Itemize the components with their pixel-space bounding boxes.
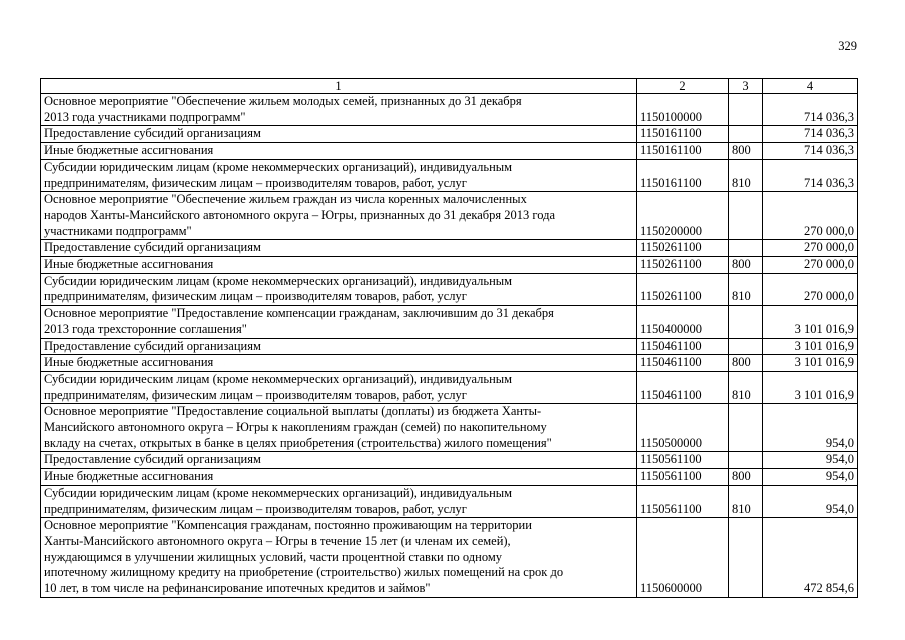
row-vr-cell [729,240,763,257]
table-row [41,452,858,469]
row-vr-cell: 800 [729,257,763,274]
table-row [41,355,858,372]
row-sum-cell: 3 101 016,9 [763,338,858,355]
header-col-4: 4 [763,79,858,94]
row-name-cell: Субсидии юридическим лицам (кроме некоммерческих организаций), индивидуальным предпринимателям, физическим лицам – производителям товаров, работ, услуг [41,485,637,517]
table-row [41,485,858,517]
table-row [41,273,858,305]
row-csr-cell: 1150261100 [637,240,729,257]
row-csr-cell: 1150161100 [637,143,729,160]
table-row [41,404,858,452]
row-name-cell: Предоставление субсидий организациям [41,452,637,469]
row-vr-cell: 810 [729,273,763,305]
row-csr-cell: 1150600000 [637,518,729,598]
row-vr-cell [729,518,763,598]
row-vr-cell: 800 [729,143,763,160]
row-csr-cell: 1150561100 [637,485,729,517]
row-sum-cell: 270 000,0 [763,240,858,257]
row-csr-cell: 1150461100 [637,371,729,403]
row-vr-cell: 810 [729,485,763,517]
row-vr-cell [729,338,763,355]
row-vr-cell: 810 [729,371,763,403]
table-header-row [41,79,858,94]
header-col-2: 2 [637,79,729,94]
row-csr-cell: 1150461100 [637,338,729,355]
row-sum-cell: 3 101 016,9 [763,306,858,338]
table-row [41,240,858,257]
row-name-cell: Основное мероприятие "Предоставление социальной выплаты (доплаты) из бюджета Ханты- Мансийского автономного округа – Югры к накоплениям граждан (семей) по накопительному вкладу на счетах, открытых в банке в целях приобретения (строительства) жилого помещения" [41,404,637,452]
table-row [41,371,858,403]
table-row [41,306,858,338]
row-sum-cell: 3 101 016,9 [763,371,858,403]
row-name-cell: Основное мероприятие "Обеспечение жильем граждан из числа коренных малочисленных народов Ханты-Мансийского автономного округа – Югры, признанных до 31 декабря 2013 года участниками подпрограмм" [41,192,637,240]
row-csr-cell: 1150461100 [637,355,729,372]
row-sum-cell: 714 036,3 [763,143,858,160]
row-vr-cell [729,192,763,240]
table-row [41,192,858,240]
row-name-cell: Субсидии юридическим лицам (кроме некоммерческих организаций), индивидуальным предпринимателям, физическим лицам – производителям товаров, работ, услуг [41,273,637,305]
row-vr-cell [729,306,763,338]
table-row [41,518,858,598]
row-vr-cell [729,94,763,126]
row-sum-cell: 3 101 016,9 [763,355,858,372]
row-csr-cell: 1150200000 [637,192,729,240]
row-sum-cell: 954,0 [763,485,858,517]
row-sum-cell: 714 036,3 [763,159,858,191]
row-name-cell: Иные бюджетные ассигнования [41,355,637,372]
row-vr-cell: 800 [729,469,763,486]
row-name-cell: Иные бюджетные ассигнования [41,257,637,274]
table-row [41,126,858,143]
row-sum-cell: 270 000,0 [763,192,858,240]
budget-table [40,78,858,598]
row-vr-cell [729,404,763,452]
row-name-cell: Субсидии юридическим лицам (кроме некоммерческих организаций), индивидуальным предпринимателям, физическим лицам – производителям товаров, работ, услуг [41,371,637,403]
row-name-cell: Иные бюджетные ассигнования [41,143,637,160]
table-row [41,338,858,355]
row-name-cell: Предоставление субсидий организациям [41,338,637,355]
table-body [41,79,858,598]
table-row [41,94,858,126]
row-name-cell: Основное мероприятие "Обеспечение жильем молодых семей, признанных до 31 декабря 2013 года участниками подпрограмм" [41,94,637,126]
row-csr-cell: 1150561100 [637,452,729,469]
row-csr-cell: 1150561100 [637,469,729,486]
row-csr-cell: 1150261100 [637,257,729,274]
row-vr-cell [729,126,763,143]
row-vr-cell: 810 [729,159,763,191]
table-row [41,257,858,274]
header-col-3: 3 [729,79,763,94]
row-sum-cell: 954,0 [763,404,858,452]
page-number: 329 [838,39,857,53]
row-name-cell: Основное мероприятие "Компенсация гражданам, постоянно проживающим на территории Ханты-Мансийского автономного округа – Югры в течение 15 лет (и членам их семей), нуждающимся в улучшении жилищных условий, части процентной ставки по одному ипотечному жилищному кредиту на приобретение (строительство) жилых помещений на срок до 10 лет, в том числе на рефинансирование ипотечных кредитов и займов" [41,518,637,598]
row-sum-cell: 954,0 [763,469,858,486]
header-col-1: 1 [41,79,637,94]
row-name-cell: Субсидии юридическим лицам (кроме некоммерческих организаций), индивидуальным предпринимателям, физическим лицам – производителям товаров, работ, услуг [41,159,637,191]
row-name-cell: Иные бюджетные ассигнования [41,469,637,486]
row-csr-cell: 1150161100 [637,159,729,191]
row-vr-cell [729,452,763,469]
row-sum-cell: 270 000,0 [763,273,858,305]
table-row [41,159,858,191]
row-csr-cell: 1150261100 [637,273,729,305]
row-name-cell: Предоставление субсидий организациям [41,126,637,143]
row-sum-cell: 714 036,3 [763,94,858,126]
row-csr-cell: 1150400000 [637,306,729,338]
row-vr-cell: 800 [729,355,763,372]
row-sum-cell: 270 000,0 [763,257,858,274]
row-sum-cell: 714 036,3 [763,126,858,143]
row-name-cell: Основное мероприятие "Предоставление компенсации гражданам, заключившим до 31 декабря 2013 года трехсторонние соглашения" [41,306,637,338]
row-sum-cell: 954,0 [763,452,858,469]
row-csr-cell: 1150100000 [637,94,729,126]
table-row [41,143,858,160]
table-row [41,469,858,486]
row-sum-cell: 472 854,6 [763,518,858,598]
row-name-cell: Предоставление субсидий организациям [41,240,637,257]
row-csr-cell: 1150500000 [637,404,729,452]
row-csr-cell: 1150161100 [637,126,729,143]
